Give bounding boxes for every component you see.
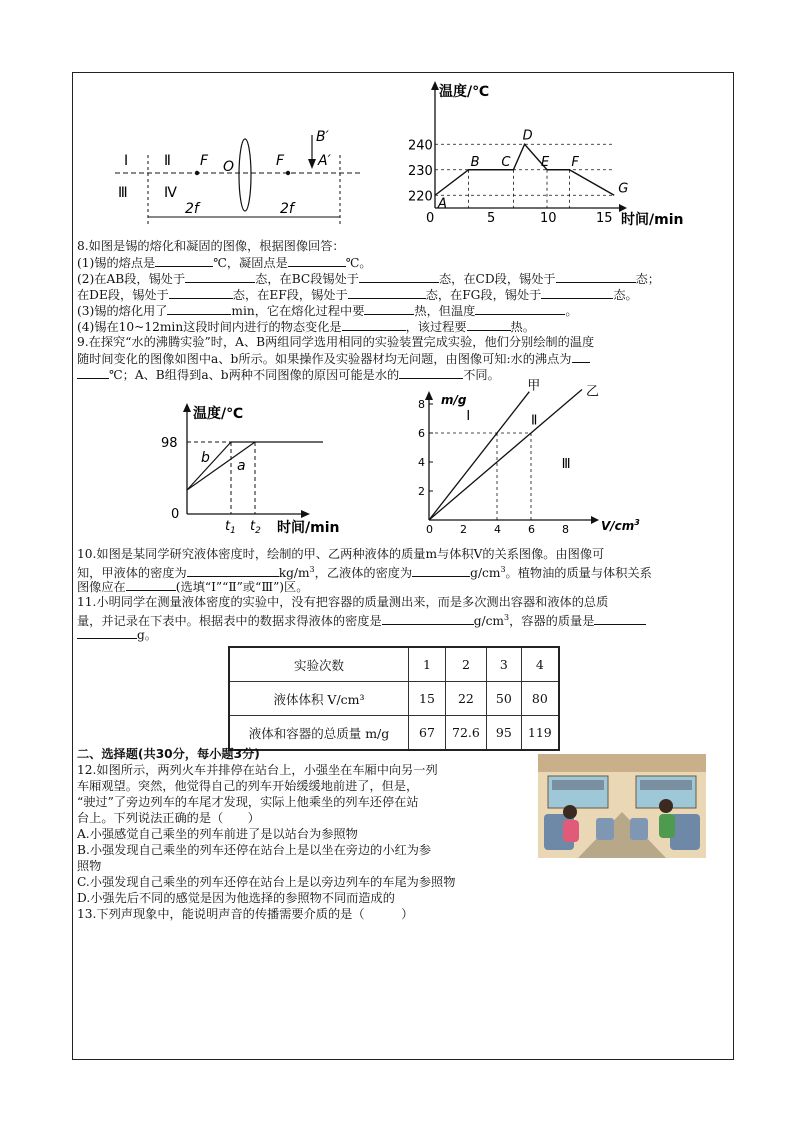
boil-x-title: 时间/min bbox=[277, 520, 340, 536]
y-tick-label: 6 bbox=[418, 427, 425, 440]
table-cell: 15 bbox=[409, 682, 446, 716]
q8-line5 bbox=[77, 318, 535, 335]
text: g/cm bbox=[473, 614, 504, 629]
table-cell: 95 bbox=[486, 716, 521, 751]
tin-chart-title: 温度/℃ bbox=[439, 84, 490, 100]
q12-line4: 台上。下列说法正确的是（ ） bbox=[77, 811, 260, 825]
answer-blank[interactable] bbox=[556, 270, 636, 283]
y-tick-label: 8 bbox=[418, 398, 425, 411]
y-tick-label: 240 bbox=[408, 138, 433, 154]
text: ℃，凝固点是 bbox=[213, 256, 288, 270]
text: 态； bbox=[635, 272, 660, 286]
text: ，该过程要 bbox=[405, 320, 467, 334]
answer-blank[interactable] bbox=[382, 612, 474, 625]
text: (4)锡在10~12min这段时间内进行的物态变化是 bbox=[77, 320, 342, 334]
text: 态，在EF段，锡处于 bbox=[232, 288, 348, 302]
x-axis-arrow bbox=[591, 516, 599, 524]
text: 知，甲液体的密度为 bbox=[77, 566, 187, 581]
lens-label-4: Ⅳ bbox=[164, 185, 177, 201]
text: 3 bbox=[503, 613, 510, 622]
text: ，乙液体的密度为 bbox=[314, 566, 413, 581]
q13-line1: 13.下列声现象中，能说明声音的传播需要介质的是（ ） bbox=[77, 907, 414, 921]
q9-line1: 9.在探究“水的沸腾实验”时，A、B两组同学选用相同的实验装置完成实验，他们分别绘制的温度 bbox=[77, 335, 595, 349]
text: 3 bbox=[309, 565, 315, 574]
q12-option-a[interactable]: A.小强感觉自己乘坐的列车前进了是以站台为参照物 bbox=[77, 827, 358, 841]
table-cell: 22 bbox=[446, 682, 487, 716]
text: 随时间变化的图像如图中a、b所示。如果操作及实验器材均无问题，由图像可知:水的沸点为 bbox=[77, 352, 572, 366]
series-label-1: 甲 bbox=[527, 378, 541, 394]
row-label: 液体体积 V/cm³ bbox=[229, 682, 409, 716]
text: 3 bbox=[500, 565, 506, 574]
text: g。 bbox=[137, 628, 157, 642]
table-cell: 1 bbox=[409, 647, 446, 682]
x-axis-arrow bbox=[619, 204, 627, 212]
text: min，它在熔化过程中要 bbox=[231, 304, 365, 318]
q10-line1: 10.如图是某同学研究液体密度时，绘制的甲、乙两种液体的质量m与体积V的关系图像。由图像可 bbox=[77, 547, 605, 561]
experiment-table bbox=[228, 646, 560, 751]
density-y-title: m/g bbox=[441, 393, 467, 407]
q12-option-b-cont: 照物 bbox=[77, 859, 102, 873]
region-label-3: Ⅲ bbox=[561, 456, 571, 472]
boil-line-b: b bbox=[201, 450, 210, 466]
q8-line2 bbox=[77, 270, 660, 287]
answer-blank[interactable] bbox=[412, 564, 470, 577]
y-tick-label: 230 bbox=[408, 163, 433, 179]
y-axis-arrow bbox=[431, 81, 439, 90]
lens-label-1: Ⅰ bbox=[124, 153, 129, 169]
boil-t2: $t_2$ bbox=[250, 519, 261, 536]
point-label-c: C bbox=[501, 154, 511, 170]
series-line-1 bbox=[429, 392, 529, 520]
answer-blank[interactable] bbox=[342, 318, 406, 331]
text: 。植物油的质量与体积关系 bbox=[505, 566, 652, 581]
text: 量，并记录在下表中。根据表中的数据求得液体的密度是 bbox=[77, 614, 382, 629]
q12-line3: “驶过”了旁边列车的车尾才发现，实际上他乘坐的列车还停在站 bbox=[77, 795, 419, 809]
y-tick-label: 220 bbox=[408, 189, 433, 205]
boil-origin: 0 bbox=[171, 507, 180, 522]
tin-chart-x-title: 时间/min bbox=[621, 212, 684, 228]
region-label-2: Ⅱ bbox=[531, 413, 538, 429]
x-tick-label: 6 bbox=[528, 523, 535, 536]
text: (1)锡的熔点是 bbox=[77, 256, 156, 270]
point-label-d: D bbox=[522, 128, 533, 144]
lens-label-a: A′ bbox=[318, 153, 331, 169]
text: 图像应在 bbox=[77, 580, 126, 594]
q9-line2 bbox=[77, 350, 590, 367]
lens-diagram bbox=[110, 125, 370, 225]
text: (3)锡的熔化用了 bbox=[77, 304, 168, 318]
section-title: 二、选择题(共30分，每小题3分) bbox=[77, 747, 260, 761]
train-interior-picture bbox=[538, 754, 706, 858]
q12-option-b[interactable]: B.小强发现自己乘坐的列车还停在站台上是以坐在旁边的小红为参 bbox=[77, 843, 432, 857]
lens-label-b: B′ bbox=[316, 129, 329, 145]
y-tick-label: 4 bbox=[418, 456, 425, 469]
lens-label-3: Ⅲ bbox=[118, 185, 128, 201]
table-cell: 4 bbox=[521, 647, 559, 682]
lens-label-2f-right: 2f bbox=[280, 201, 294, 217]
table-cell: 2 bbox=[446, 647, 487, 682]
lens-label-f2: F bbox=[276, 153, 285, 169]
answer-blank[interactable] bbox=[185, 270, 255, 283]
series-line-2 bbox=[429, 390, 582, 521]
text: 不同。 bbox=[463, 368, 500, 382]
q12-option-d[interactable]: D.小强先后不同的感觉是因为他选择的参照物不同而造成的 bbox=[77, 891, 395, 905]
point-label-f: F bbox=[571, 154, 579, 170]
q11-line2 bbox=[77, 610, 646, 629]
q8-line3 bbox=[77, 286, 638, 303]
text: (选填“Ⅰ”“Ⅱ”或“Ⅲ”)区。 bbox=[175, 580, 309, 594]
q9-line3 bbox=[77, 366, 500, 383]
point-label-g: G bbox=[618, 181, 629, 197]
answer-blank[interactable] bbox=[77, 626, 137, 639]
answer-blank[interactable] bbox=[475, 302, 565, 315]
point-label-e: E bbox=[541, 154, 550, 170]
answer-blank[interactable] bbox=[399, 366, 463, 379]
table-row bbox=[229, 647, 559, 682]
x-tick-label: 15 bbox=[596, 211, 613, 226]
y-axis-arrow bbox=[425, 391, 433, 400]
q8-line4 bbox=[77, 302, 578, 319]
q12-option-c[interactable]: C.小强发现自己乘坐的列车还停在站台上是以旁边列车的车尾为参照物 bbox=[77, 875, 456, 889]
density-chart bbox=[415, 378, 655, 538]
row-label: 液体和容器的总质量 m/g bbox=[229, 716, 409, 751]
table-cell: 119 bbox=[521, 716, 559, 751]
x-tick-label: 0 bbox=[426, 523, 433, 536]
answer-blank[interactable] bbox=[364, 302, 414, 315]
lens-label-2: Ⅱ bbox=[164, 153, 171, 169]
series-label-2: 乙 bbox=[586, 384, 600, 400]
x-tick-label: 8 bbox=[562, 523, 569, 536]
table-cell: 80 bbox=[521, 682, 559, 716]
answer-blank[interactable] bbox=[541, 286, 613, 299]
lens-label-2f-left: 2f bbox=[185, 201, 199, 217]
x-tick-label: 2 bbox=[460, 523, 467, 536]
text: 。 bbox=[565, 304, 578, 318]
text: 态，在FG段，锡处于 bbox=[425, 288, 542, 302]
table-cell: 72.6 bbox=[446, 716, 487, 751]
answer-blank[interactable] bbox=[126, 578, 176, 591]
table-row bbox=[229, 716, 559, 751]
boil-tick-98: 98 bbox=[161, 436, 178, 451]
text: 热。 bbox=[510, 320, 535, 334]
answer-blank[interactable] bbox=[288, 254, 346, 267]
text: 态，在CD段，锡处于 bbox=[438, 272, 556, 286]
point-label-b: B bbox=[470, 154, 480, 170]
text: (2)在AB段，锡处于 bbox=[77, 272, 186, 286]
text: g/cm bbox=[470, 566, 501, 581]
x-tick-label: 4 bbox=[494, 523, 501, 536]
text: ℃；A、B组得到a、b两种不同图像的原因可能是水的 bbox=[109, 368, 400, 382]
region-label-1: Ⅰ bbox=[466, 408, 471, 424]
answer-blank[interactable] bbox=[467, 318, 511, 331]
answer-blank[interactable] bbox=[167, 302, 231, 315]
density-x-title: $V/cm^3$ bbox=[601, 518, 640, 533]
boil-title: 温度/℃ bbox=[193, 406, 244, 422]
text: 态。 bbox=[613, 288, 638, 302]
text: ，容器的质量是 bbox=[509, 614, 595, 629]
table-row bbox=[229, 682, 559, 716]
answer-blank[interactable] bbox=[187, 564, 279, 577]
text: ℃。 bbox=[345, 256, 372, 270]
text: 态，在BC段锡处于 bbox=[255, 272, 359, 286]
table-cell: 3 bbox=[486, 647, 521, 682]
answer-blank[interactable] bbox=[572, 350, 590, 363]
boil-line-a: a bbox=[237, 458, 246, 474]
tin-melting-chart bbox=[405, 78, 695, 228]
boiling-chart bbox=[155, 402, 365, 537]
q11-line1: 11.小明同学在测量液体密度的实验中，没有把容器的质量测出来，而是多次测出容器和液体的总质 bbox=[77, 595, 609, 609]
boil-t1: $t_1$ bbox=[225, 519, 236, 536]
answer-blank[interactable] bbox=[169, 286, 233, 299]
q10-line3 bbox=[77, 578, 308, 595]
table-cell: 50 bbox=[486, 682, 521, 716]
x-tick-label: 0 bbox=[426, 211, 435, 226]
answer-blank[interactable] bbox=[348, 286, 426, 299]
row-label: 实验次数 bbox=[229, 647, 409, 682]
table-cell: 67 bbox=[409, 716, 446, 751]
q8-line1 bbox=[77, 254, 372, 271]
text: 在DE段，锡处于 bbox=[77, 288, 169, 302]
y-tick-label: 2 bbox=[418, 485, 425, 498]
answer-blank[interactable] bbox=[77, 366, 109, 379]
q12-line1: 12.如图所示，两列火车并排停在站台上，小强坐在车厢中向另一列 bbox=[77, 763, 438, 777]
q8-stem: 8.如图是锡的熔化和凝固的图像，根据图像回答： bbox=[77, 239, 345, 253]
text: kg/m bbox=[278, 566, 310, 581]
lens-label-f1: F bbox=[200, 153, 209, 169]
x-tick-label: 5 bbox=[487, 211, 496, 226]
q12-line2: 车厢观望。突然，他觉得自己的列车开始缓缓地前进了，但是， bbox=[77, 779, 419, 793]
text: 热，但温度 bbox=[414, 304, 476, 318]
lens-label-o: O bbox=[223, 159, 235, 175]
q11-line3 bbox=[77, 626, 157, 643]
answer-blank[interactable] bbox=[594, 612, 646, 625]
point-label-a: A bbox=[438, 196, 447, 212]
answer-blank[interactable] bbox=[359, 270, 439, 283]
answer-blank[interactable] bbox=[155, 254, 213, 267]
x-tick-label: 10 bbox=[540, 211, 557, 226]
